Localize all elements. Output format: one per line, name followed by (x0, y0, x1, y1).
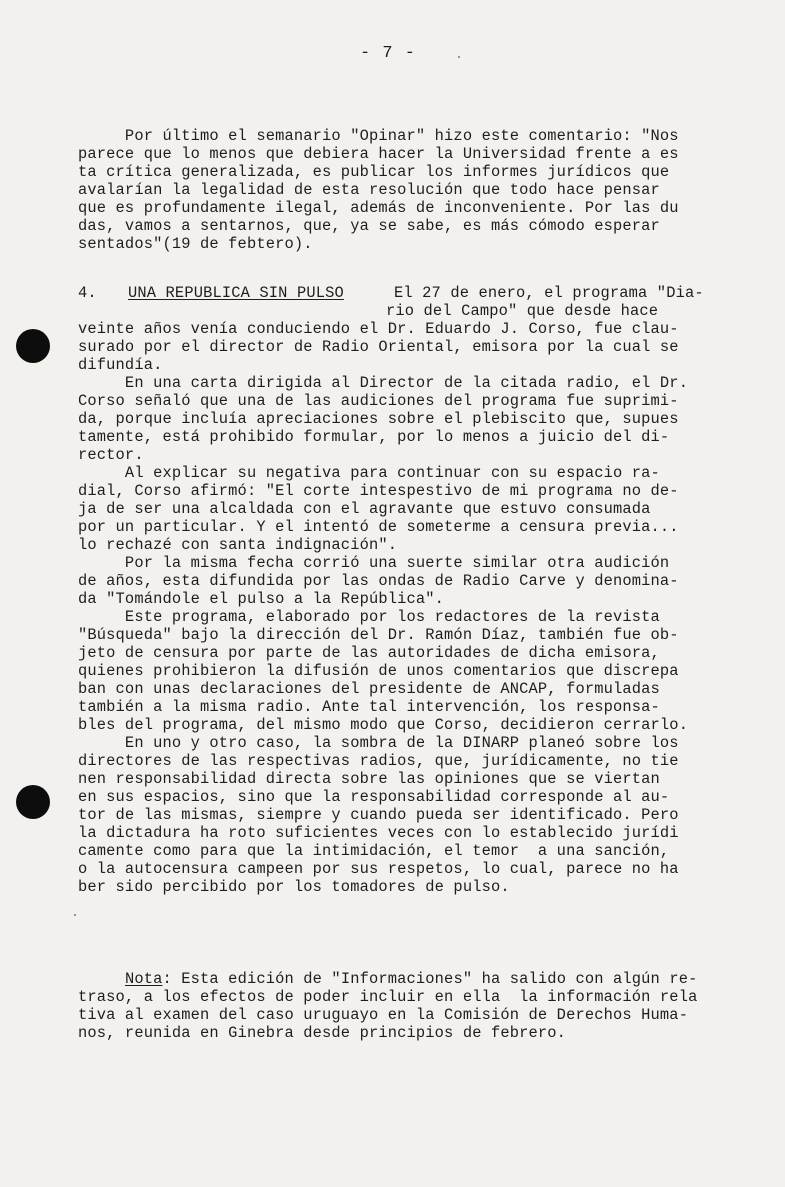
text-line: Por la misma fecha corrió una suerte similar otra audición (78, 554, 670, 572)
text-line: de años, esta difundida por las ondas de Radio Carve y denomina- (78, 572, 679, 590)
text-line: nos, reunida en Ginebra desde principios de febrero. (78, 1024, 567, 1042)
text-line: difundía. (78, 356, 163, 374)
section-title: UNA REPUBLICA SIN PULSO (128, 284, 344, 302)
text-line: quienes prohibieron la difusión de unos comentarios que discrepa (78, 662, 679, 680)
scan-speck (458, 56, 460, 58)
text-line: que es profundamente ilegal, además de inconveniente. Por las du (78, 199, 679, 217)
text-line: parece que lo menos que debiera hacer la Universidad frente a es (78, 145, 679, 163)
punch-hole (16, 329, 50, 363)
text-line: rio del Campo" que desde hace (386, 302, 659, 320)
text-line: jeto de censura por parte de las autoridades de dicha emisora, (78, 644, 660, 662)
text-line: ban con unas declaraciones del presidente de ANCAP, formuladas (78, 680, 660, 698)
text-line: avalarían la legalidad de esta resolución que todo hace pensar (78, 181, 660, 199)
scan-speck (74, 914, 76, 916)
text-line: "Búsqueda" bajo la dirección del Dr. Ramón Díaz, también fue ob- (78, 626, 679, 644)
text-line: rector. (78, 446, 144, 464)
text-line: das, vamos a sentarnos, que, ya se sabe, es más cómodo esperar (78, 217, 660, 235)
text-line: ja de ser una alcaldada con el agravante que estuvo consumada (78, 500, 651, 518)
text-line: El 27 de enero, el programa "Dia- (394, 284, 704, 302)
text-line: Por último el semanario "Opinar" hizo este comentario: "Nos (78, 127, 679, 145)
text-line: tor de las mismas, siempre y cuando pueda ser identificado. Pero (78, 806, 679, 824)
text-line: surado por el director de Radio Oriental, emisora por la cual se (78, 338, 679, 356)
note-label: Nota (124, 970, 163, 988)
punch-hole (16, 785, 50, 819)
text-line: ta crítica generalizada, es publicar los informes jurídicos que (78, 163, 670, 181)
note-text: : Esta edición de "Informaciones" ha salido con algún re- (162, 970, 698, 988)
text-line: Este programa, elaborado por los redactores de la revista (78, 608, 660, 626)
text-line: camente como para que la intimidación, el temor a una sanción, (78, 842, 670, 860)
text-line: bles del programa, del mismo modo que Corso, decidieron cerrarlo. (78, 716, 689, 734)
text-line: dial, Corso afirmó: "El corte intespestivo de mi programa no de- (78, 482, 679, 500)
text-line: lo rechazé con santa indignación". (78, 536, 398, 554)
text-line: la dictadura ha roto suficientes veces con lo establecido jurídi (78, 824, 679, 842)
text-line: directores de las respectivas radios, que, jurídicamente, no tie (78, 752, 679, 770)
text-line: Al explicar su negativa para continuar con su espacio ra- (78, 464, 660, 482)
text-line: veinte años venía conduciendo el Dr. Eduardo J. Corso, fue clau- (78, 320, 679, 338)
text-line: tiva al examen del caso uruguayo en la Comisión de Derechos Huma- (78, 1006, 689, 1024)
text-line: da, porque incluía apreciaciones sobre el plebiscito que, supues (78, 410, 679, 428)
text-line: en sus espacios, sino que la responsabilidad corresponde al au- (78, 788, 670, 806)
text-line: da "Tomándole el pulso a la República". (78, 590, 445, 608)
text-line: En una carta dirigida al Director de la citada radio, el Dr. (78, 374, 689, 392)
text-line: tamente, está prohibido formular, por lo menos a juicio del di- (78, 428, 670, 446)
text-line: también a la misma radio. Ante tal intervención, los responsa- (78, 698, 660, 716)
page-number: - 7 - (360, 44, 417, 63)
text-line: o la autocensura campeen por sus respetos, lo cual, parece no ha (78, 860, 679, 878)
text-line: sentados"(19 de febtero). (78, 235, 313, 253)
text-line: nen responsabilidad directa sobre las opiniones que se viertan (78, 770, 660, 788)
text-line (78, 970, 697, 988)
section-number: 4. (78, 284, 97, 302)
text-line: ber sido percibido por los tomadores de pulso. (78, 878, 510, 896)
text-line: traso, a los efectos de poder incluir en ella la información rela (78, 988, 698, 1006)
text-line: En uno y otro caso, la sombra de la DINARP planeó sobre los (78, 734, 679, 752)
text-line: Corso señaló que una de las audiciones del programa fue suprimi- (78, 392, 679, 410)
text-line: por un particular. Y el intentó de someterme a censura previa... (78, 518, 679, 536)
